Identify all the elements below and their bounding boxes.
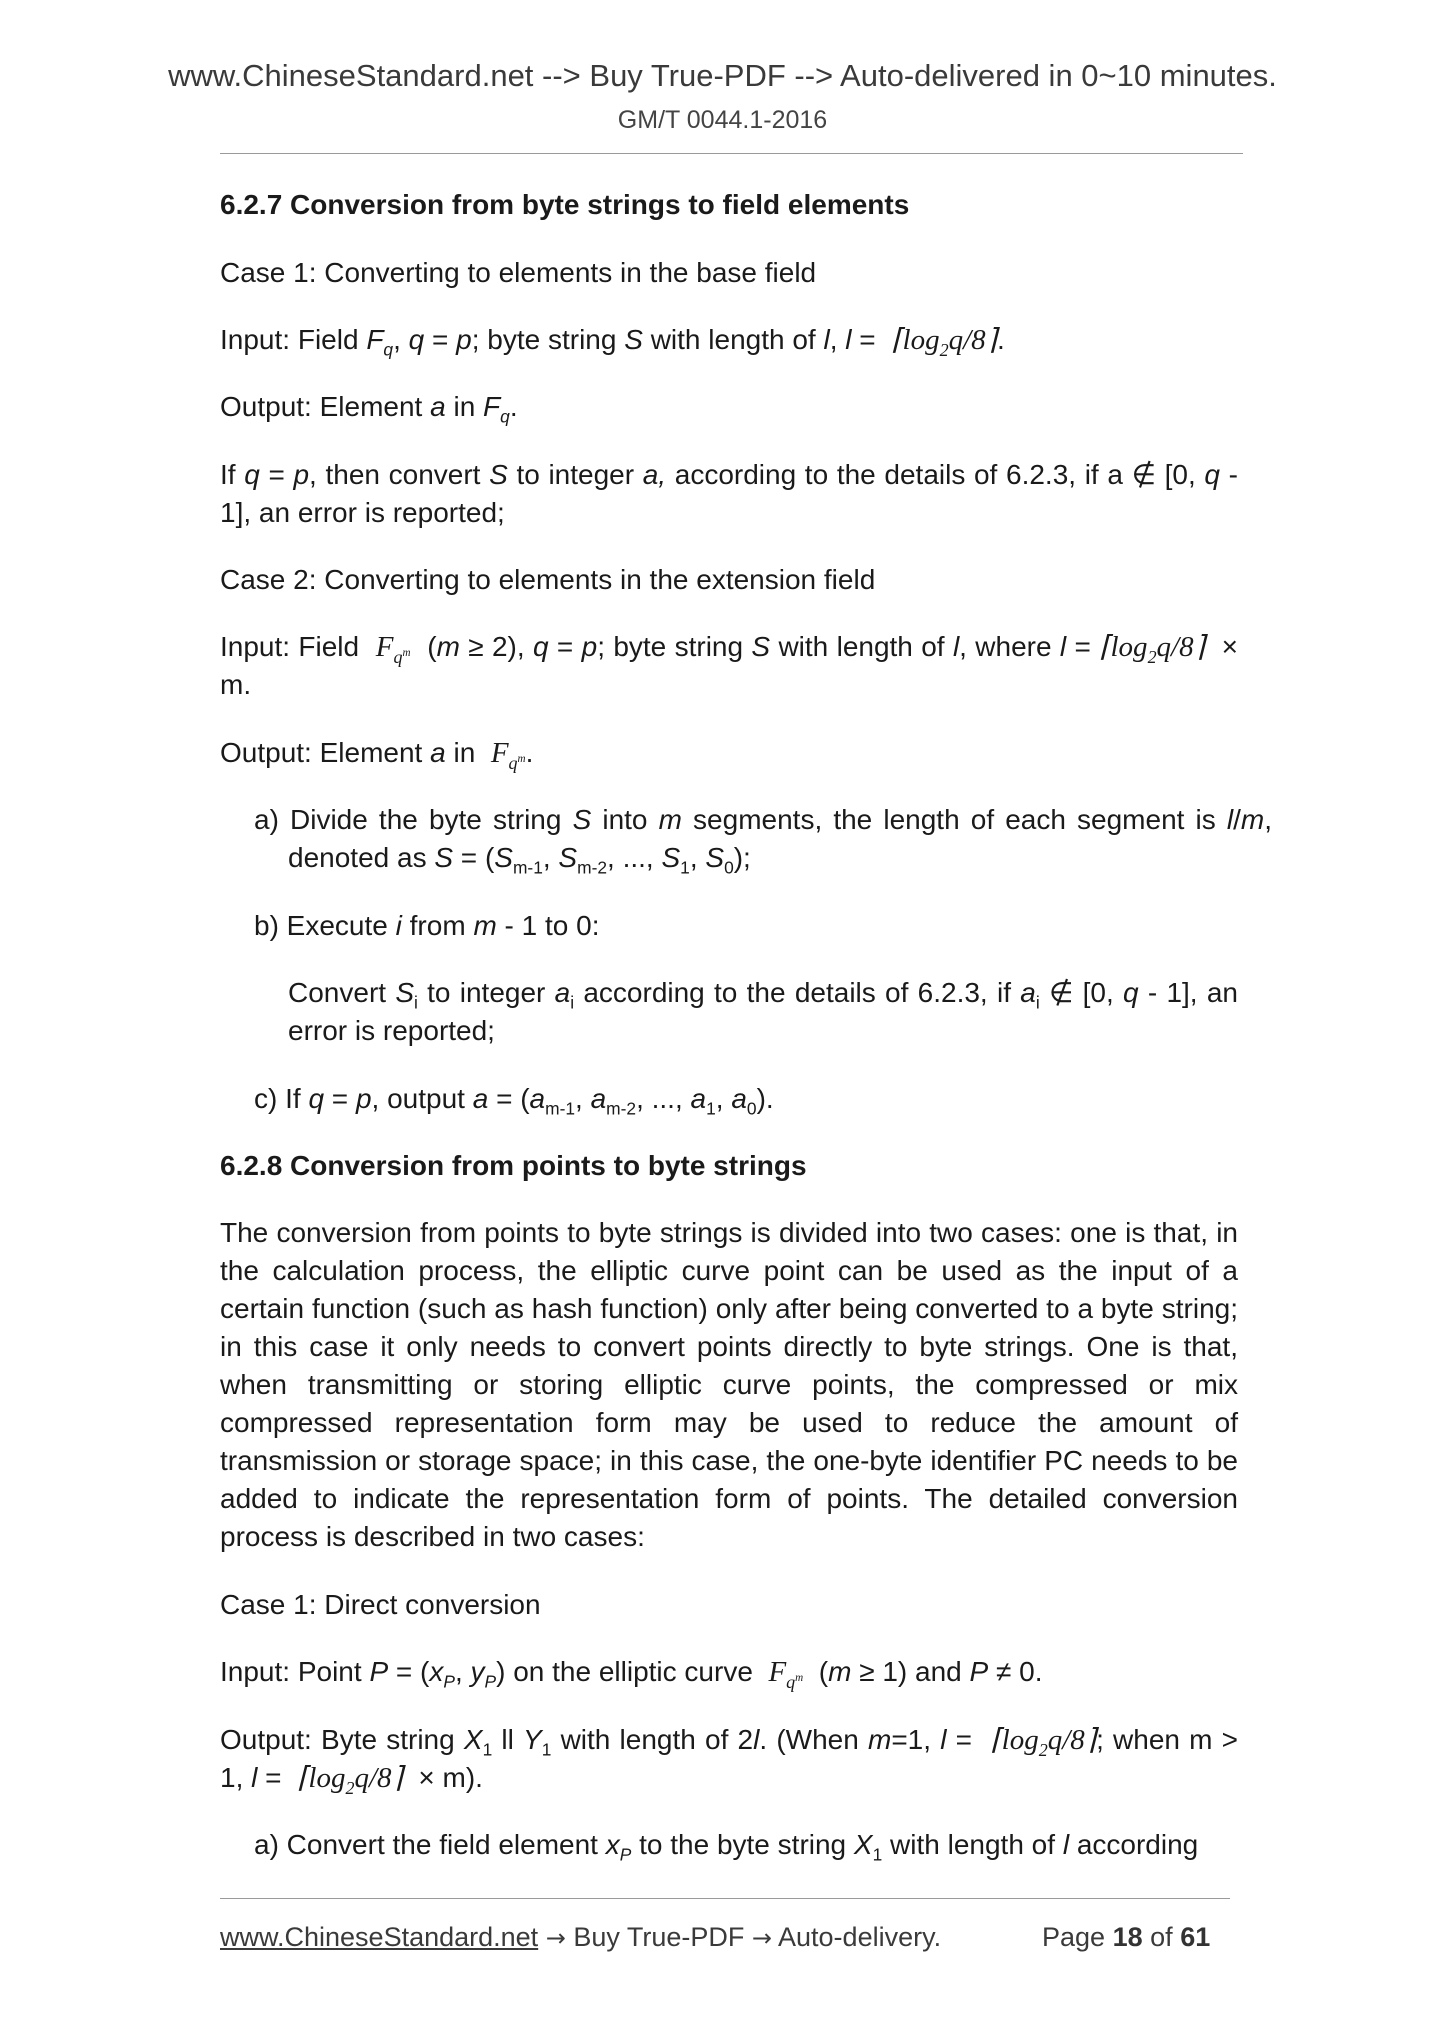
arrow-right-icon: →: [751, 1924, 772, 1952]
case1-title: Case 1: Converting to elements in the base field: [220, 257, 817, 288]
arrow-right-icon: →: [545, 1924, 566, 1952]
case2-step-b-detail: Convert $S_i$ to integer $a_i$ according to the details of 6.2.3, if $a_i$ ∉ [0, q - 1], an error is reported;: [288, 977, 1239, 1046]
direct-conversion-output: Output: Byte string $X_1$ ll $Y_1$ with length of 2l. (When m=1, $l = ⌈\log_2q/8⌉$; when m > 1, $l = ⌈\log_2q/8⌉ \times m$).: [220, 1724, 1239, 1798]
total-pages: 61: [1180, 1922, 1211, 1952]
header-banner: www.ChineseStandard.net --> Buy True-PDF --> Auto-delivered in 0~10 minutes.: [168, 58, 1277, 93]
case2-step-a: a) Divide the byte string S into m segments, the length of each segment is l/m, denoted as $S = (S_{m-1}$, $S_{m-2}$, ..., $S_1$, $S_0$);: [254, 804, 1272, 878]
section-heading-6-2-8: 6.2.8 Conversion from points to byte strings: [220, 1150, 807, 1181]
case1-output: Output: Element a in $F_q$.: [220, 391, 518, 427]
footer-delivery-text: Auto-delivery.: [778, 1922, 942, 1952]
footer-divider: [220, 1898, 1230, 1899]
standard-code: GM/T 0044.1-2016: [617, 106, 828, 134]
header-divider: [220, 153, 1243, 154]
page-number: 18: [1112, 1922, 1143, 1952]
footer-buy-text: Buy True-PDF: [573, 1922, 745, 1952]
of-label: of: [1150, 1922, 1173, 1952]
direct-conversion-step-a: a) Convert the field element $x_P$ to the byte string $X_1$ with length of l according: [254, 1829, 1199, 1865]
page-label: Page: [1042, 1922, 1106, 1952]
footer-site-link[interactable]: www.ChineseStandard.net: [220, 1922, 539, 1952]
case2-step-c: c) If q = p, output $a = (a_{m-1}$, $a_{m-2}$, ..., $a_1$, $a_0$).: [254, 1083, 774, 1119]
case1-procedure: If q = p, then convert S to integer a, according to the details of 6.2.3, if a ∉ [0, q - 1], an error is reported;: [220, 459, 1238, 528]
footer-nav: [220, 1922, 941, 1953]
direct-conversion-title: Case 1: Direct conversion: [220, 1589, 541, 1620]
section-heading-6-2-7: 6.2.7 Conversion from byte strings to field elements: [220, 189, 910, 220]
page-indicator: [1042, 1922, 1210, 1953]
case1-input: Input: Field $F_q$, q = p; byte string S with length of l, $l = ⌈\log_2q/8⌉$.: [220, 324, 1005, 360]
case2-title: Case 2: Converting to elements in the extension field: [220, 564, 876, 595]
case2-output: Output: Element a in $F_{q^m}$.: [220, 737, 534, 773]
case2-input: Input: Field $F_{q^m}$ (m ≥ 2), q = p; byte string S with length of l, where $l = ⌈\log_2q/8⌉ \times m$.: [220, 631, 1238, 700]
direct-conversion-input: Input: Point $P = (x_P$, $y_P$) on the elliptic curve $F_{q^m}$ (m ≥ 1) and P ≠ 0.: [220, 1656, 1043, 1692]
section-628-intro: The conversion from points to byte strings is divided into two cases: one is that, in the calculation process, the elliptic curve point can be used as the input of a certain function (such as hash function) only after being converted to a byte string; in this case it only needs to convert points directly to byte strings. One is that, when transmitting or storing elliptic curve points, the compressed or mix compressed representation form may be used to reduce the amount of transmission or storage space; in this case, the one-byte identifier PC needs to be added to indicate the representation form of points. The detailed conversion process is described in two cases:: [220, 1217, 1238, 1552]
case2-step-b: b) Execute i from m - 1 to 0:: [254, 910, 600, 941]
